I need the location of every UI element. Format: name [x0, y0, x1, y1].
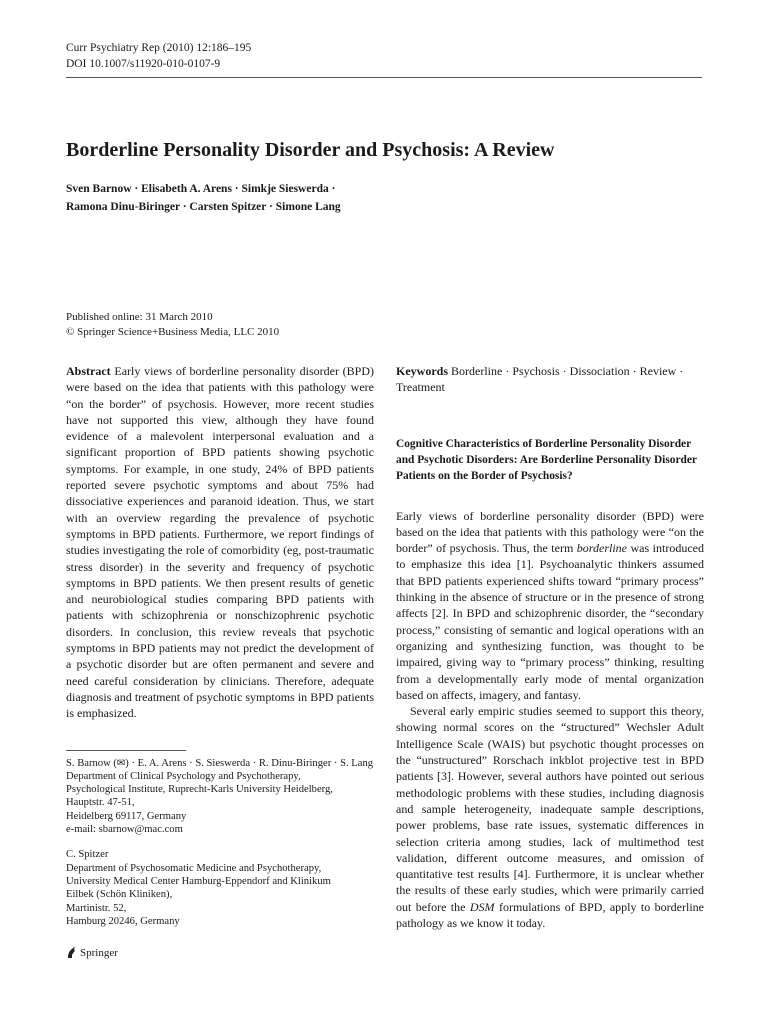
envelope-icon: ✉ — [116, 757, 126, 769]
journal-citation: Curr Psychiatry Rep (2010) 12:186–195 — [66, 42, 252, 54]
keywords — [396, 363, 704, 396]
section-heading: Cognitive Characteristics of Borderline Personality Disorder and Psychotic Disorders: Are Borderline Personality Disorder Patients on the Border of Psychosis? — [396, 437, 697, 482]
emphasis-dsm: DSM — [469, 899, 495, 914]
affiliation-1-street: Hauptstr. 47-51, — [66, 797, 135, 809]
affiliation-2-inst-2: Eilbek (Schön Kliniken), — [66, 889, 173, 901]
affiliation-1-inst: Psychological Institute, Ruprecht-Karls University Heidelberg, — [66, 784, 333, 796]
affiliation-1-city: Heidelberg 69117, Germany — [66, 810, 187, 822]
section-paragraph-1: Early views of borderline personality disorder (BPD) were based on the idea that patients with this pathology were “on the border” of psychosis. Thus, the term borderline was introduced to emphasize this idea [1]. Psychoanalytic thinkers assumed that BPD patients experienced shifts toward “primary process” thinking in the absence of structure or in the presence of strong affects [2]. In BPD and schizophrenic disorder, the “secondary process,” consisting of semantic and logical operations with an organizing and synthesizing function, was thought to be impaired, giving way to “primary process” thinking, resulting from a developmentally early mode of mental organization based on affects, imagery, and fantasy. — [396, 508, 704, 702]
affiliation-2-name: C. Spitzer — [66, 849, 109, 861]
affiliation-1 — [66, 757, 374, 837]
affiliation-2-street: Martinistr. 52, — [66, 902, 127, 914]
publisher-name: Springer — [80, 946, 118, 959]
authors-line-2: Ramona Dinu-Biringer · Carsten Spitzer · Simone Lang — [66, 201, 341, 213]
springer-horse-icon — [66, 946, 76, 959]
affiliation-2 — [66, 848, 374, 928]
keywords-text: Borderline · Psychosis · Dissociation · Review · Treatment — [396, 364, 684, 395]
affiliation-1-email[interactable]: e-mail: sbarnow@mac.com — [66, 824, 183, 836]
doi: DOI 10.1007/s11920-010-0107-9 — [66, 58, 221, 70]
published-date: Published online: 31 March 2010 — [66, 311, 213, 323]
abstract — [66, 363, 374, 722]
affiliation-2-city: Hamburg 20246, Germany — [66, 915, 180, 927]
page-footer — [66, 946, 118, 959]
publication-info — [66, 310, 279, 340]
left-column — [66, 363, 374, 928]
affiliation-2-inst: University Medical Center Hamburg-Eppendorf and Klinikum — [66, 875, 331, 887]
affiliation-divider — [66, 750, 186, 751]
author-list — [66, 180, 706, 216]
affiliation-1-names: S. Barnow (✉) · E. A. Arens · S. Sieswerda · R. Dinu-Biringer · S. Lang — [66, 757, 374, 769]
article-title: Borderline Personality Disorder and Psychosis: A Review — [66, 139, 555, 161]
section-paragraph-2: Several early empiric studies seemed to support this theory, showing normal scores on the “structured” Wechsler Adult Intelligence Scale (WAIS) but psychotic thought processes on the “unstructured” Rorschach inkblot projective test in BPD patients [3]. However, several authors have pointed out serious methodologic problems with these studies, including diagnosis and sample heterogeneity, inadequate sample descriptions, power problems, base rate issues, systematic differences in selection criteria among studies, lack of multimethod test validation, different outcome measures, and omission of quantitative test results [4]. Furthermore, it is unclear whether the results of these early studies, which were primarily carried out before the DSM formulations of BPD, apply to borderline pathology as we know it today. — [396, 704, 704, 931]
emphasis-borderline: borderline — [576, 541, 627, 556]
abstract-label: Abstract — [66, 364, 111, 378]
keywords-label: Keywords — [396, 364, 448, 378]
right-column — [396, 363, 704, 931]
affiliation-1-dept: Department of Clinical Psychology and Psychotherapy, — [66, 770, 301, 782]
affiliation-2-dept: Department of Psychosomatic Medicine and Psychotherapy, — [66, 862, 322, 874]
abstract-text: Early views of borderline personality disorder (BPD) were based on the idea that patients with this pathology were “on the border” of psychosis. However, more recent studies have not supported this view, although they have found evidence of a malevolent interpersonal evaluation and a significant proportion of BPD patients showing psychotic symptoms. For example, in one study, 24% of BPD patients reported severe psychotic symptoms and about 75% had dissociative experiences and paranoid ideation. Thus, we start with an overview regarding the prevalence of psychotic symptoms in BPD patients. Furthermore, we report findings of studies investigating the role of comorbidity (eg, post-traumatic stress disorder) in the severity and frequency of psychotic symptoms in BPD patients. We then present results of genetic and neurobiological studies comparing BPD patients with patients with schizophrenia or nonschizophrenic psychotic disorders. In conclusion, this review reveals that psychotic symptoms in BPD patients may not predict the development of a psychotic disorder but are often permanent and severe and need careful consideration by clinicians. Therefore, adequate diagnosis and treatment of psychotic symptoms in BPD patients is emphasized. — [66, 364, 374, 721]
journal-header — [66, 40, 251, 72]
authors-line-1: Sven Barnow · Elisabeth A. Arens · Simkje Sieswerda · — [66, 183, 336, 195]
copyright: © Springer Science+Business Media, LLC 2010 — [66, 326, 280, 338]
header-divider — [66, 77, 702, 78]
